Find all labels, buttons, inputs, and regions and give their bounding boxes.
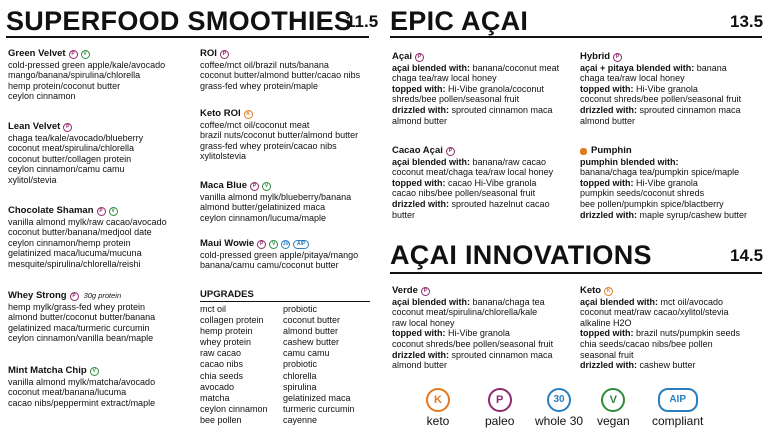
paleo-icon: P (97, 207, 106, 216)
paleo-icon: P (69, 50, 78, 59)
item-line: coconut shreds/bee pollen/seasonal fruit (392, 338, 554, 349)
innovations-rule (390, 272, 762, 274)
upgrade-item: coconut butter (283, 315, 341, 326)
keto-icon: K (604, 287, 613, 296)
innovations-title: AÇAI INNOVATIONS (390, 240, 652, 270)
item-line: coconut meat/spirulina/chlorella/kale (392, 307, 538, 318)
item-line: chaga tea/raw local honey (580, 73, 685, 84)
upgrades-title: UPGRADES (200, 289, 254, 300)
vegan-icon: V (601, 388, 625, 412)
whole30-icon: 30 (282, 240, 289, 247)
item-line: almond butter (392, 360, 448, 371)
item-line: açai blended with: banana/coconut meat (392, 62, 560, 73)
item-line: cacao nibs/bee pollen/seasonal fruit (392, 188, 536, 199)
legend-paleo: P paleo (485, 388, 514, 428)
vegan-icon: V (109, 207, 118, 216)
item-line: topped with: Hi-Vibe granola (580, 177, 698, 188)
menu-item-verde: Verde P açai blended with: banana/chaga tea coconut meat/spirulina/chlorella/kale raw local honey topped with: Hi-Vibe granola coconut shreds/bee pollen/seasonal fruit drizzled with: sprouted cinnamon maca almond butter (392, 285, 554, 371)
item-line: chia seeds/cacao nibs/bee pollen (580, 338, 713, 349)
upgrade-item: chlorella (283, 370, 317, 381)
upgrade-item: whey protein (200, 337, 252, 348)
item-line: butter (392, 209, 416, 220)
menu-item-acai: Açai P açai blended with: banana/coconut meat chaga tea/raw local honey topped with: Hi-Vibe granola/coconut shreds/bee pollen/seasonal fruit drizzled with: sprouted cinnamon maca almond butter (392, 51, 560, 126)
item-line: raw local honey (392, 317, 455, 328)
upgrades-list-right (283, 304, 355, 426)
paleo-icon: P (63, 123, 72, 132)
menu-item-green-velvet: Green Velvet P V cold-pressed green apple/kale/avocado mango/banana/spirulina/chlorella hemp protein/coconut butter ceylon cinnamon (8, 48, 166, 102)
vegan-icon: V (269, 240, 278, 249)
menu-item-pumphin: Pumphin pumphin blended with: banana/chaga tea/pumpkin spice/maple topped with: Hi-Vibe granola pumpkin seeds/coconut shreds bee pollen/pumpkin spice/blactberry drizzled with: maple syrup/cashew butter (580, 145, 748, 220)
upgrade-item: cayenne (283, 414, 318, 425)
paleo-icon: P (415, 53, 424, 62)
upgrade-item: turmeric curcumin (283, 403, 355, 414)
item-line: topped with: cacao Hi-Vibe granola (392, 177, 537, 188)
legend-aip: AIP compliant (652, 388, 703, 428)
upgrade-item: avocado (200, 381, 235, 392)
upgrade-item: matcha (200, 392, 230, 403)
menu-item-roi: ROI P coffee/mct oil/brazil nuts/banana coconut butter/almond butter/cacao nibs grass-fed whey protein/maple (200, 48, 361, 91)
item-line: drizzled with: sprouted hazelnut cacao (392, 198, 550, 209)
whole30-icon: 30 (547, 388, 571, 412)
upgrade-item: probiotic (283, 304, 318, 314)
legend-keto: K keto (426, 388, 450, 428)
menu-item-lean-velvet: Lean Velvet P chaga tea/kale/avocado/blueberry coconut meat/spirulina/chlorella coconut butter/collagen protein ceylon cinnamon/camu camu xylitol/stevia (8, 121, 144, 185)
aip-icon: AIP (293, 240, 309, 249)
upgrade-item: probiotic (283, 359, 318, 370)
upgrade-item: bee pollen (200, 414, 242, 425)
upgrade-item: spirulina (283, 381, 317, 392)
legend-vegan: V vegan (597, 388, 630, 428)
upgrades-list-left (200, 304, 268, 426)
item-line: topped with: Hi-Vibe granola (392, 328, 510, 339)
item-line: bee pollen/pumpkin spice/blactberry (580, 198, 724, 209)
menu-item-keto-roi: Keto ROI K coffee/mct oil/coconut meat brazil nuts/coconut butter/almond butter grass-fed whey protein/cacao nibs xylitolstevia (200, 108, 359, 162)
superfood-rule (6, 36, 369, 38)
item-line: seasonal fruit (580, 349, 634, 360)
vegan-icon: V (262, 182, 271, 191)
item-line: banana/chaga tea/pumpkin spice/maple (580, 167, 740, 178)
upgrade-item: gelatinized maca (283, 392, 351, 403)
item-line: drizzled with: maple syrup/cashew butter (580, 209, 748, 220)
upgrade-item: cashew butter (283, 337, 340, 348)
item-line: drizzled with: sprouted cinnamon maca (392, 349, 553, 360)
upgrade-item: chia seeds (200, 370, 244, 381)
paleo-icon: P (220, 50, 229, 59)
item-line: pumpkin seeds/coconut shreds (580, 188, 705, 199)
menu-item-maui-wowie: Maui Wowie P V 30 AIP cold-pressed green apple/pitaya/mango banana/camu camu/coconut butter (200, 238, 359, 271)
keto-icon: K (426, 388, 450, 412)
item-line: chaga tea/raw local honey (392, 73, 497, 84)
acai-price: 13.5 (730, 12, 764, 31)
item-line: coconut meat/raw cacao/xylitol/stevia (580, 307, 729, 318)
menu-item-keto: Keto K açai blended with: mct oil/avocado coconut meat/raw cacao/xylitol/stevia alkaline H2O topped with: brazil nuts/pumpkin seeds chia seeds/cacao nibs/bee pollen seasonal fruit drizzled with: cashew butter (580, 285, 741, 371)
paleo-icon: P (70, 292, 79, 301)
superfood-title: SUPERFOOD SMOOTHIES (6, 6, 353, 36)
upgrade-item: almond butter (283, 326, 339, 337)
item-line: topped with: Hi-Vibe granola/coconut (392, 83, 544, 94)
item-line: açai blended with: banana/chaga tea (392, 296, 545, 307)
innovations-price: 14.5 (730, 246, 764, 265)
item-line: drizzled with: cashew butter (580, 360, 696, 371)
menu-item-cacao-acai: Cacao Açai P açai blended with: banana/raw cacao coconut meat/chaga tea/raw local honey topped with: cacao Hi-Vibe granola cacao nibs/bee pollen/seasonal fruit drizzled with: sprouted hazelnut cacao butter (392, 145, 554, 220)
item-line: coconut shreds/bee pollen/seasonal fruit (580, 94, 742, 105)
paleo-icon: P (257, 240, 266, 249)
item-line: pumphin blended with: (580, 156, 679, 167)
upgrade-item: collagen protein (200, 315, 264, 326)
paleo-icon: P (446, 147, 455, 156)
upgrade-item: camu camu (283, 348, 330, 359)
upgrade-item: raw cacao (200, 348, 242, 359)
item-line: topped with: Hi-Vibe granola (580, 83, 698, 94)
acai-rule (390, 36, 762, 38)
item-line: almond butter (580, 115, 636, 126)
keto-icon: K (244, 110, 253, 119)
item-line: drizzled with: sprouted cinnamon maca (392, 104, 553, 115)
upgrade-item: hemp protein (200, 326, 253, 337)
menu-item-maca-blue: Maca Blue P V vanilla almond mylk/blueberry/banana almond butter/gelatinized maca ceylon cinnamon/lucuma/maple (200, 180, 352, 223)
vegan-icon: V (81, 50, 90, 59)
vegan-icon: V (90, 367, 99, 376)
paleo-icon: P (613, 53, 622, 62)
item-line: alkaline H2O (580, 317, 632, 328)
item-line: coconut meat/chaga tea/raw local honey (392, 167, 554, 178)
menu-item-mint-matcha-chip: Mint Matcha Chip V vanilla almond mylk/matcha/avocado coconut meat/banana/lucuma cacao nibs/peppermint extract/maple (8, 365, 156, 408)
menu-item-whey-strong: Whey Strong P 30g protein hemp mylk/grass-fed whey protein almond butter/coconut butter/banana gelatinized maca/turmeric curcumin ceylon cinnamon/vanilla bean/maple (8, 290, 156, 344)
item-line: shreds/bee pollen/seasonal fruit (392, 94, 520, 105)
acai-title: EPIC AÇAI (390, 6, 529, 36)
item-line: almond butter (392, 115, 448, 126)
menu-item-chocolate-shaman: Chocolate Shaman P V vanilla almond mylk/raw cacao/avocado coconut butter/banana/medjool date ceylon cinnamon/hemp protein gelatinized maca/lucuma/mucuna mesquite/spirulina/chlorella/reishi (8, 205, 167, 269)
menu-item-hybrid: Hybrid P açai + pitaya blended with: banana chaga tea/raw local honey topped with: Hi-Vibe granola coconut shreds/bee pollen/seasonal fruit drizzled with: sprouted cinnamon maca almond butter (580, 51, 742, 126)
paleo-icon: P (421, 287, 430, 296)
aip-icon: AIP (658, 388, 698, 412)
paleo-icon: P (488, 388, 512, 412)
upgrade-item: cacao nibs (200, 359, 244, 370)
item-line: topped with: brazil nuts/pumpkin seeds (580, 328, 741, 339)
pumpkin-icon (580, 148, 587, 155)
upgrade-item: mct oil (200, 304, 227, 314)
upgrades-rule (200, 301, 370, 302)
item-line: açai blended with: banana/raw cacao (392, 156, 547, 167)
item-line: drizzled with: sprouted cinnamon maca (580, 104, 741, 115)
upgrade-item: ceylon cinnamon (200, 403, 268, 414)
item-line: açai + pitaya blended with: banana (580, 62, 727, 73)
superfood-price: 11.5 (346, 12, 379, 31)
paleo-icon: P (250, 182, 259, 191)
legend-whole30: 30 whole 30 (535, 388, 583, 428)
item-line: açai blended with: mct oil/avocado (580, 296, 724, 307)
